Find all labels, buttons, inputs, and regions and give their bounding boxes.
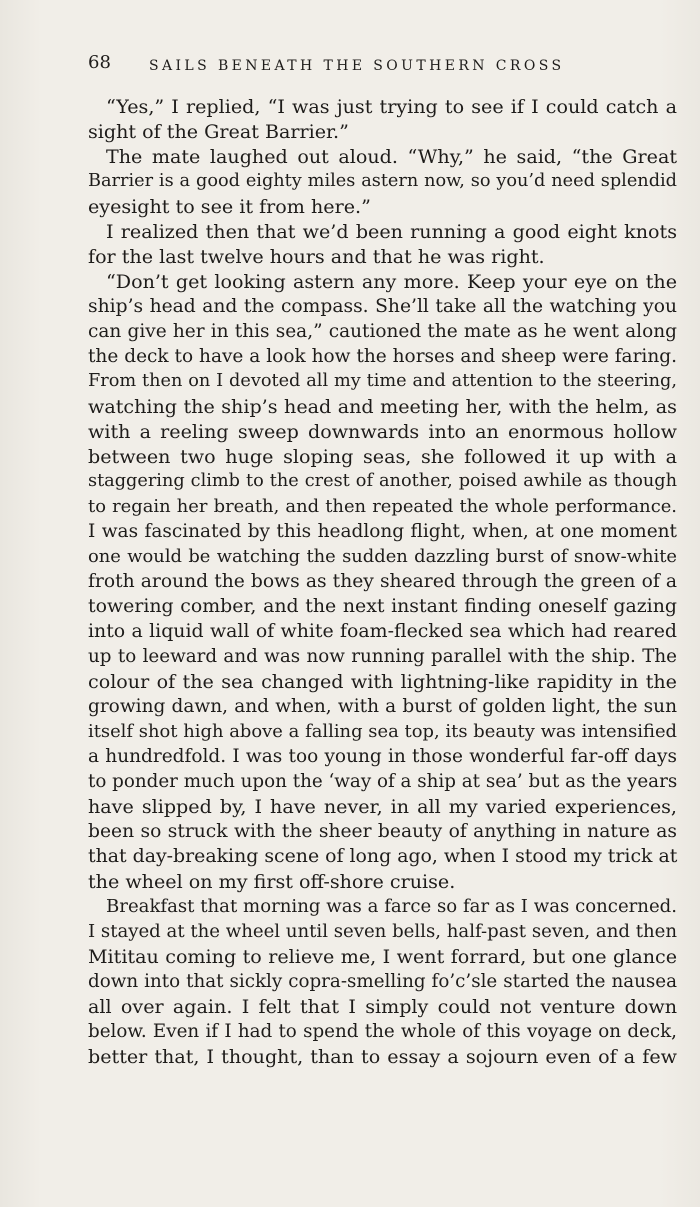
text-line: “Don’t get looking astern any more. Keep your eye on the [106, 270, 677, 293]
text-line: have slipped by, I have never, in all my varied experiences, [88, 795, 677, 818]
text-line: the deck to have a look how the horses and sheep were faring. [88, 346, 677, 367]
text-line: From then on I devoted all my time and attention to the steering, [88, 371, 677, 391]
text-line: I stayed at the wheel until seven bells, half-past seven, and then [88, 921, 677, 942]
text-line: itself shot high above a falling sea top, its beauty was intensified [88, 721, 677, 742]
text-line: colour of the sea changed with lightning-like rapidity in the [88, 670, 677, 693]
text-line: one would be watching the sudden dazzling burst of snow-white [88, 546, 677, 567]
text-line: below. Even if I had to spend the whole of this voyage on deck, [88, 1021, 677, 1042]
text-line: between two huge sloping seas, she followed it up with a [88, 445, 677, 468]
text-line: with a reeling sweep downwards into an enormous hollow [88, 420, 677, 443]
text-line: froth around the bows as they sheared through the green of a [88, 571, 677, 592]
book-title: SAILS BENEATH THE SOUTHERN CROSS [149, 58, 565, 74]
text-line: towering comber, and the next instant finding oneself gazing [88, 595, 677, 617]
page-number: 68 [88, 52, 111, 73]
text-line: for the last twelve hours and that he was right. [88, 245, 545, 268]
text-line: ship’s head and the compass. She’ll take all the watching you [88, 296, 677, 317]
body-text [88, 94, 677, 1069]
text-line: The mate laughed out aloud. “Why,” he said, “the Great [106, 145, 677, 168]
text-line: that day-breaking scene of long ago, when I stood my trick at [88, 845, 678, 867]
text-line: Mititau coming to relieve me, I went forrard, but one glance [88, 945, 677, 968]
running-head [88, 52, 648, 80]
text-line: a hundredfold. I was too young in those wonderful far-off days [88, 746, 677, 767]
text-line: I was fascinated by this headlong flight, when, at one moment [88, 521, 677, 542]
text-line: been so struck with the sheer beauty of anything in nature as [88, 821, 677, 842]
text-line: to regain her breath, and then repeated the whole performance. [88, 496, 677, 517]
text-line: the wheel on my first off-shore cruise. [88, 870, 456, 893]
text-line: “Yes,” I replied, “I was just trying to see if I could catch a [106, 95, 677, 118]
text-line: Breakfast that morning was a farce so far as I was concerned. [106, 896, 677, 917]
text-line: can give her in this sea,” cautioned the mate as he went along [88, 321, 677, 342]
text-line: sight of the Great Barrier.” [88, 120, 349, 143]
text-line: into a liquid wall of white foam-flecked sea which had reared [88, 620, 677, 642]
text-line: staggering climb to the crest of another, poised awhile as though [88, 471, 677, 491]
text-line: I realized then that we’d been running a good eight knots [106, 220, 677, 243]
text-line: to ponder much upon the ‘way of a ship at sea’ but as the years [88, 771, 678, 792]
text-line: up to leeward and was now running parallel with the ship. The [88, 646, 677, 667]
text-line: all over again. I felt that I simply could not venture down [88, 995, 677, 1018]
text-line: better that, I thought, than to essay a sojourn even of a few [88, 1045, 677, 1068]
text-line: down into that sickly copra-smelling fo’c’sle started the nausea [88, 971, 677, 992]
text-line: eyesight to see it from here.” [88, 195, 371, 218]
text-line: watching the ship’s head and meeting her, with the helm, as [88, 395, 677, 418]
text-line: Barrier is a good eighty miles astern now, so you’d need splendid [88, 171, 677, 191]
text-line: growing dawn, and when, with a burst of golden light, the sun [88, 696, 677, 717]
